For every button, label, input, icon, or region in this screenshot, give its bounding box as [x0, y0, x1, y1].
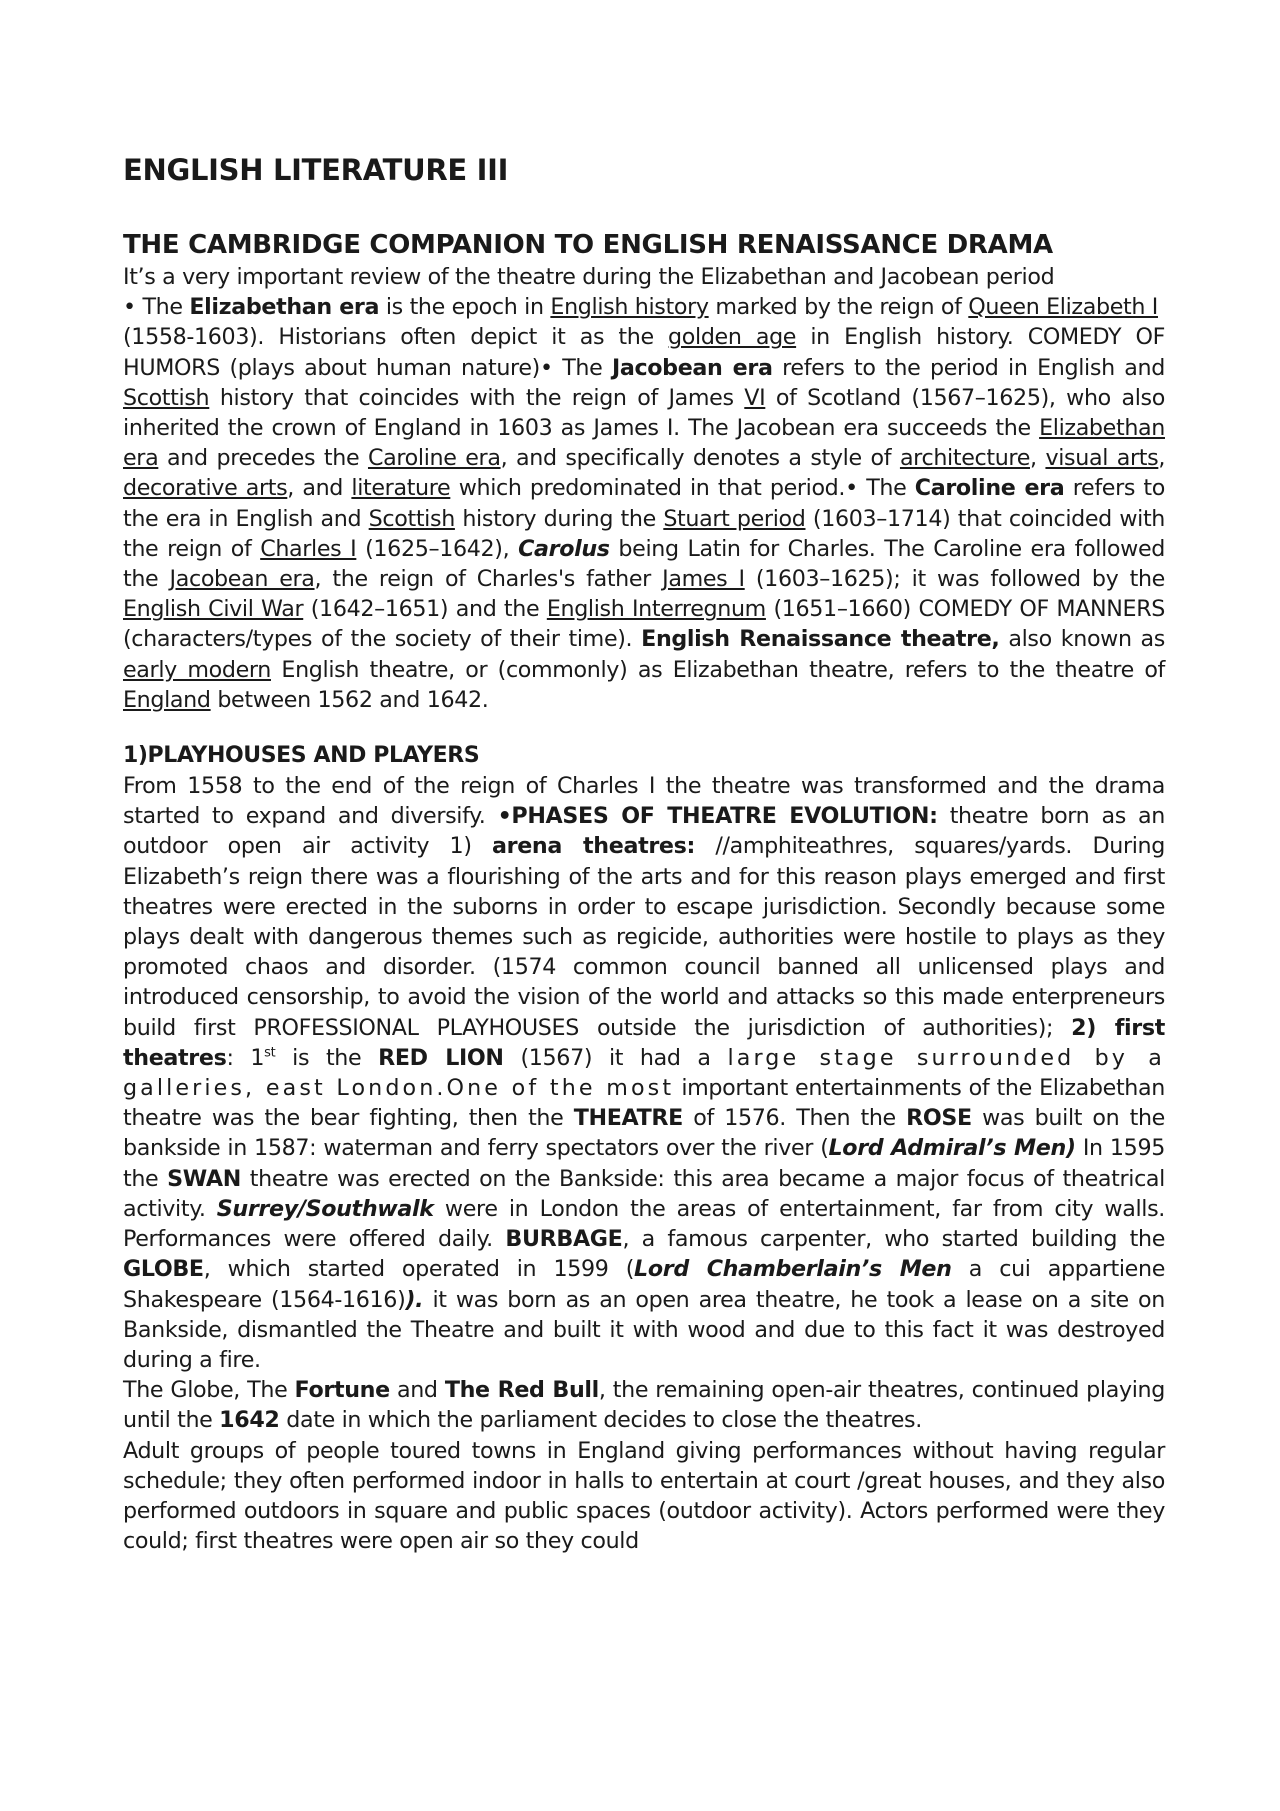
link-caroline-era[interactable]: Caroline era — [367, 445, 501, 472]
text: in English history. COMEDY OF HUMORS (plays about human nature)• The — [123, 324, 1165, 381]
document-page — [123, 150, 1165, 1556]
link-english-interregnum[interactable]: English Interregnum — [546, 596, 766, 623]
ordinal-suffix: st — [264, 1045, 276, 1061]
text: , the reign of Charles's father — [314, 566, 663, 593]
term-phases: •PHASES OF THEATRE EVOLUTION: — [497, 803, 938, 830]
term-renaissance-theatre: English Renaissance theatre, — [641, 626, 1000, 653]
term-caroline-era: Caroline era — [914, 475, 1065, 502]
text: date in which the parliament decides to close the theatres. — [279, 1407, 922, 1434]
link-english-history[interactable]: English history — [550, 294, 709, 321]
text: history that coincides with the reign of James — [209, 384, 745, 411]
text: theatre was erected on the Bankside: this area became a major focus of theatrical activity. — [123, 1165, 1165, 1222]
link-england[interactable]: England — [123, 686, 211, 713]
text: , — [1030, 445, 1046, 472]
link-stuart-period[interactable]: Stuart period — [663, 505, 806, 532]
text: : 1 — [226, 1044, 265, 1071]
text: was built on the bankside in 1587: waterman and ferry spectators over the river ( — [123, 1105, 1165, 1162]
link-visual-arts[interactable]: visual arts — [1045, 445, 1159, 472]
text: From 1558 to the end of the reign of Charles I the theatre was transformed and the drama started to expand and diversify. — [123, 773, 1165, 830]
term-fortune: Fortune — [294, 1377, 390, 1404]
text: (1651–1660) COMEDY OF MANNERS (characters/types of the society of their time). — [123, 596, 1166, 653]
term-1642: 1642 — [219, 1407, 280, 1434]
globe-paragraph — [123, 1375, 1165, 1435]
text: (1603–1625); it was followed by the — [744, 566, 1165, 593]
playhouses-paragraph — [123, 771, 1165, 1375]
text: , and specifically denotes a style of — [500, 445, 900, 472]
eras-paragraph — [123, 292, 1165, 715]
text: , which started operated in 1599 ( — [203, 1256, 635, 1283]
text: is the — [275, 1044, 379, 1071]
text: of Scotland (1567–1625), who also inherited the crown of England in 1603 as James I. The Jacobean era succeeds the — [123, 384, 1165, 442]
section-title: THE CAMBRIDGE COMPANION TO ENGLISH RENAISSANCE DRAMA — [123, 230, 1053, 260]
text: and — [389, 1377, 445, 1404]
term-surrey-southwalk: Surrey/Southwalk — [216, 1195, 434, 1222]
text: refers to the era in English and — [123, 475, 1165, 532]
text: a cui appartiene Shakespeare (1564-1616) — [123, 1256, 1165, 1313]
text: , and — [287, 475, 352, 502]
text: is the epoch in — [379, 294, 551, 321]
link-english-civil-war[interactable]: English Civil War — [123, 596, 304, 623]
link-queen-elizabeth[interactable]: Queen Elizabeth I — [968, 294, 1158, 321]
term-burbage: BURBAGE — [505, 1226, 623, 1253]
text: theatre born as an outdoor open air activity 1) — [123, 803, 1165, 860]
text: The Globe, The — [123, 1377, 295, 1404]
term-rose: ROSE — [906, 1105, 972, 1132]
text: important entertainments of the Elizabethan theatre was the bear fighting, then the — [123, 1075, 1165, 1132]
text: of 1576. Then the — [682, 1105, 907, 1132]
term-lord-admirals-men: Lord Admiral’s Men) — [828, 1135, 1076, 1162]
text: refers to the period in English and — [772, 354, 1165, 381]
link-literature[interactable]: literature — [351, 475, 451, 502]
term-carolus: Carolus — [518, 535, 610, 562]
text: English theatre, or (commonly) as Elizabethan theatre, refers to the theatre of — [270, 656, 1166, 683]
link-elizabethan-era[interactable]: Elizabethan era — [123, 415, 1165, 472]
link-vi[interactable]: VI — [744, 384, 766, 411]
text: (1558-1603). Historians often depict it as the — [123, 324, 669, 351]
term-theatre: THEATRE — [573, 1105, 683, 1132]
text: //amphiteathres, squares/yards. During Elizabeth’s reign there was a flourishing of the arts and for this reason plays emerged and first theatres were erected in the suborns in order to escape jurisdiction. Secondly because some plays dealt with dangerous themes such as regicide, authorities were hostile to plays as they promoted chaos and disorder. (1574 common council banned all unlicensed plays and introduced censorship, to avoid the vision of the world and attacks so this made enterpreneurs build first PROFESSIONAL PLAYHOUSES outside the jurisdiction of authorities); — [123, 833, 1165, 1041]
intro-paragraph: It’s a very important review of the theatre during the Elizabethan and Jacobean period — [123, 264, 1055, 290]
term-first-theatres: 2) first theatres — [123, 1014, 1165, 1071]
closing-paren: ). — [405, 1286, 424, 1313]
term-red-lion: RED LION — [378, 1044, 504, 1071]
term-elizabethan-era: Elizabethan era — [189, 294, 380, 321]
text: , — [1158, 445, 1166, 472]
text: , a famous carpenter, who started building the — [622, 1226, 1165, 1253]
text: In 1595 the — [123, 1135, 1165, 1192]
text: between 1562 and 1642. — [210, 686, 489, 713]
text: and precedes the — [158, 445, 368, 472]
link-james-i[interactable]: James I — [662, 566, 745, 593]
spaced-text: large stage surrounded by a galleries, east London.One of the most — [123, 1044, 1165, 1102]
text: (1567) it had a — [503, 1044, 728, 1071]
text: marked by the reign of — [708, 294, 969, 321]
term-swan: SWAN — [167, 1165, 241, 1192]
text: being Latin for Charles. The Caroline era followed the — [123, 535, 1165, 593]
text: (1642–1651) and the — [303, 596, 547, 623]
link-scottish[interactable]: Scottish — [123, 384, 210, 411]
link-scottish-2[interactable]: Scottish — [368, 505, 455, 532]
text: , the remaining open-air theatres, continued playing until the — [123, 1377, 1165, 1434]
term-jacobean-era: Jacobean era — [611, 354, 773, 381]
link-early-modern[interactable]: early modern — [123, 656, 271, 683]
document-title: ENGLISH LITERATURE III — [123, 153, 509, 187]
term-globe: GLOBE — [123, 1256, 204, 1283]
text: which predominated in that period.• The — [450, 475, 915, 502]
adult-groups-paragraph: Adult groups of people toured towns in England giving performances without having regular schedule; they often performed indoor in halls to entertain at court /great houses, and they also performed outdoors in square and public spaces (outdoor activity). Actors performed were they could; first theatres were open air so they could — [123, 1437, 1165, 1555]
term-lord-chamberlains-men: Lord Chamberlain’s Men — [634, 1256, 952, 1283]
text: were in London the areas of entertainment, far from city walls. Performances were offered daily. — [123, 1195, 1165, 1253]
term-red-bull: The Red Bull — [444, 1377, 599, 1404]
term-arena-theatres: arena theatres: — [492, 833, 695, 860]
text: it was born as an open area theatre, he took a lease on a site on Bankside, dismantled the Theatre and built it with wood and due to this fact it was destroyed during a fire. — [123, 1286, 1165, 1373]
text: (1603–1714) that coincided with the reign of — [123, 505, 1166, 562]
text: (1625–1642), — [356, 535, 519, 562]
playhouses-heading: 1)PLAYHOUSES AND PLAYERS — [123, 743, 480, 769]
link-charles-i[interactable]: Charles I — [260, 535, 357, 562]
link-architecture[interactable]: architecture — [899, 445, 1030, 472]
link-decorative-arts[interactable]: decorative arts — [123, 475, 288, 502]
link-jacobean-era[interactable]: Jacobean era — [169, 566, 315, 593]
text: history during the — [454, 505, 664, 532]
text: • The — [123, 294, 190, 321]
text: also known as — [999, 626, 1165, 653]
link-golden-age[interactable]: golden age — [668, 324, 797, 351]
